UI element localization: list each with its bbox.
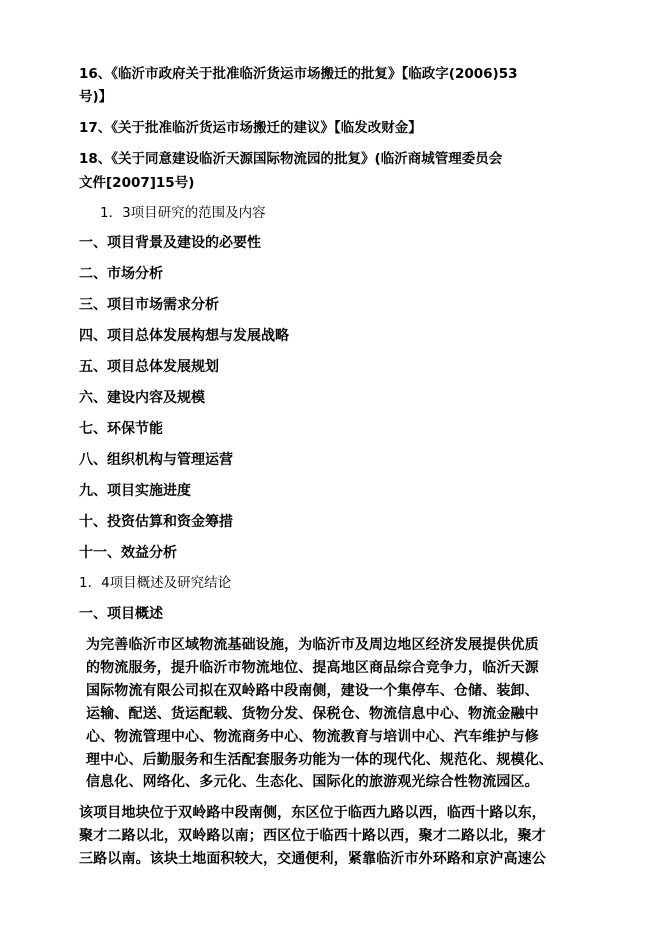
section-1-3-title: 1．3项目研究的范围及内容: [100, 205, 266, 221]
scope-item-1: 一、项目背景及建设的必要性: [79, 235, 261, 251]
scope-item-11: 十一、效益分析: [79, 545, 177, 561]
scope-item-7: 七、环保节能: [79, 421, 163, 437]
scope-item-8: 八、组织机构与管理运营: [79, 452, 233, 468]
reference-18-line-2: 文件[2007]15号): [79, 175, 195, 191]
location-paragraph-line-2: 聚才二路以北，双岭路以南；西区位于临西十路以西，聚才二路以北，聚才: [79, 828, 546, 844]
scope-item-3: 三、项目市场需求分析: [79, 297, 219, 313]
overview-paragraph-line-5: 心、物流管理中心、物流商务中心、物流教育与培训中心、汽车维护与修: [86, 729, 539, 745]
reference-18-line-1: 18、《关于同意建设临沂天源国际物流园的批复》(临沂商城管理委员会: [79, 151, 503, 167]
section-1-4-title: 1．4项目概述及研究结论: [79, 575, 232, 591]
overview-paragraph-line-2: 的物流服务，提升临沂市物流地位、提高地区商品综合竞争力，临沂天源: [86, 660, 539, 676]
scope-item-6: 六、建设内容及规模: [79, 390, 205, 406]
location-paragraph-line-1: 该项目地块位于双岭路中段南侧，东区位于临西九路以西，临西十路以东，: [79, 805, 546, 821]
overview-paragraph-line-7: 信息化、网络化、多元化、生态化、国际化的旅游观光综合性物流园区。: [86, 774, 539, 790]
reference-16-line-1: 16、《临沂市政府关于批准临沂货运市场搬迁的批复》【临政字(2006)53: [79, 66, 518, 82]
scope-item-4: 四、项目总体发展构想与发展战略: [79, 328, 289, 344]
scope-item-10: 十、投资估算和资金筹措: [79, 514, 233, 530]
reference-17: 17、《关于批准临沂货运市场搬迁的建议》【临发改财金】: [79, 120, 422, 136]
overview-paragraph-line-4: 运输、配送、货运配载、货物分发、保税仓、物流信息中心、物流金融中: [86, 706, 539, 722]
overview-paragraph-line-6: 理中心、后勤服务和生活配套服务功能为一体的现代化、规范化、规模化、: [86, 752, 553, 768]
scope-item-2: 二、市场分析: [79, 266, 163, 282]
overview-paragraph-line-3: 国际物流有限公司拟在双岭路中段南侧，建设一个集停车、仓储、装卸、: [86, 683, 539, 699]
scope-item-5: 五、项目总体发展规划: [79, 359, 219, 375]
scope-item-9: 九、项目实施进度: [79, 483, 191, 499]
overview-paragraph-line-1: 为完善临沂市区域物流基础设施，为临沂市及周边地区经济发展提供优质: [86, 637, 539, 653]
reference-16-line-2: 号)】: [79, 89, 113, 105]
section-1-4-subtitle: 一、项目概述: [79, 606, 163, 622]
location-paragraph-line-3: 三路以南。该块土地面积较大，交通便利，紧靠临沂市外环路和京沪高速公: [79, 851, 546, 867]
